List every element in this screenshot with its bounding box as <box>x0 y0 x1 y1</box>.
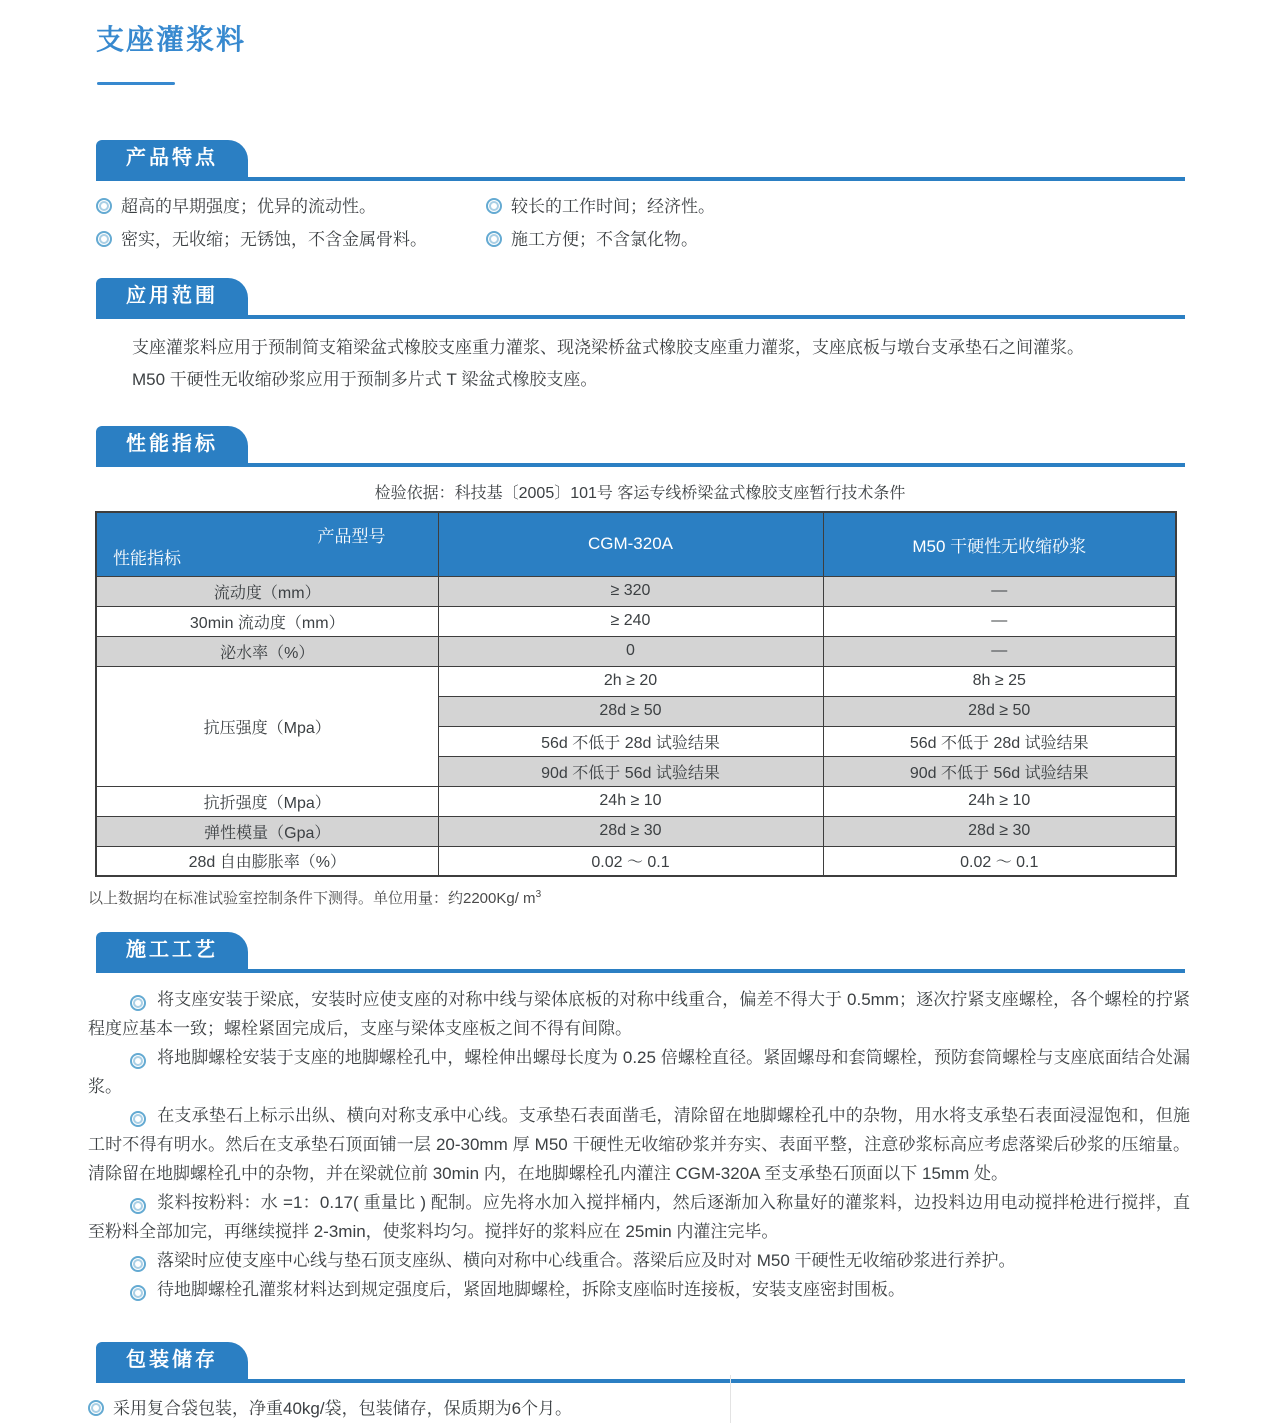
section-features <box>0 140 1280 252</box>
table-value-cell: 0.02 ～ 0.1 <box>438 846 823 876</box>
table-row <box>96 846 1176 876</box>
section-construction <box>0 932 1280 1304</box>
table-value-cell: 28d ≥ 50 <box>823 696 1176 726</box>
performance-table <box>95 511 1177 877</box>
ring-bullet-icon <box>130 1285 146 1301</box>
section-tab-features: 产品特点 <box>96 140 248 177</box>
section-tab-packaging: 包装储存 <box>96 1342 248 1379</box>
application-paragraph: 支座灌浆料应用于预制简支箱梁盆式橡胶支座重力灌浆、现浇梁桥盆式橡胶支座重力灌浆，支座底板与墩台支承垫石之间灌浆。 <box>132 338 1084 357</box>
table-footnote <box>88 887 1185 908</box>
column-header-cgm320a: CGM-320A <box>438 512 823 576</box>
metric-label-cell: 弹性模量（Gpa） <box>96 816 438 846</box>
table-value-cell: 0 <box>438 636 823 666</box>
table-value-cell: — <box>823 576 1176 606</box>
table-value-cell: ≥ 240 <box>438 606 823 636</box>
features-list <box>96 195 1185 252</box>
table-row <box>96 606 1176 636</box>
ring-bullet-icon <box>486 198 502 214</box>
table-value-cell: 28d ≥ 30 <box>438 816 823 846</box>
packaging-list <box>88 1396 1185 1422</box>
construction-step-text: 浆料按粉料：水 =1：0.17( 重量比 ) 配制。应先将水加入搅拌桶内，然后逐渐加入称量好的灌浆料，边投料边用电动搅拌枪进行搅拌，直至粉料全部加完，再继续搅拌 2-3min，使浆料均匀。搅拌好的浆料应在 25min 内灌注完毕。 <box>88 1193 1190 1241</box>
feature-text: 较长的工作时间；经济性。 <box>511 197 715 216</box>
ring-bullet-icon <box>130 1256 146 1272</box>
metric-label-cell: 流动度（mm） <box>96 576 438 606</box>
table-corner-cell <box>96 512 438 576</box>
document-page <box>0 18 1280 1422</box>
table-value-cell: 2h ≥ 20 <box>438 666 823 696</box>
ring-bullet-icon <box>96 198 112 214</box>
feature-item <box>486 195 1185 219</box>
table-value-cell: 56d 不低于 28d 试验结果 <box>823 726 1176 756</box>
construction-step-text: 将支座安装于梁底，安装时应使支座的对称中线与梁体底板的对称中线重合，偏差不得大于 0.5mm；逐次拧紧支座螺栓，各个螺栓的拧紧程度应基本一致；螺栓紧固完成后，支座与梁体支座板之间不得有间隙。 <box>88 990 1190 1038</box>
ring-bullet-icon <box>130 995 146 1011</box>
section-header-application <box>96 278 1185 319</box>
ring-bullet-icon <box>96 231 112 247</box>
section-header-features <box>96 140 1185 181</box>
table-row <box>96 786 1176 816</box>
construction-step-text: 在支承垫石上标示出纵、横向对称支承中心线。支承垫石表面凿毛，清除留在地脚螺栓孔中的杂物，用水将支承垫石表面浸湿饱和，但施工时不得有明水。然后在支承垫石顶面铺一层 20-30mm 厚 M50 干硬性无收缩砂浆并夯实、表面平整，注意砂浆标高应考虑落梁后砂浆的压缩量。清除留在地脚螺栓孔中的杂物，并在梁就位前 30min 内，在地脚螺栓孔内灌注 CGM-320A 至支承垫石顶面以下 15mm 处。 <box>88 1106 1190 1183</box>
feature-item <box>486 228 1185 252</box>
title-underline <box>97 82 175 85</box>
table-row <box>96 636 1176 666</box>
metric-label-cell: 抗压强度（Mpa） <box>96 666 438 786</box>
corner-label-product-model: 产品型号 <box>317 527 386 546</box>
packaging-item <box>88 1396 1185 1422</box>
feature-item <box>96 228 486 252</box>
table-row <box>96 666 1176 696</box>
section-header-performance <box>96 426 1185 467</box>
table-value-cell: 24h ≥ 10 <box>823 786 1176 816</box>
construction-step-text: 待地脚螺栓孔灌浆材料达到规定强度后，紧固地脚螺栓，拆除支座临时连接板，安装支座密封围板。 <box>157 1280 905 1299</box>
footnote-text: 以上数据均在标准试验室控制条件下测得。单位用量：约2200Kg/ m <box>88 890 536 907</box>
feature-text: 超高的早期强度；优异的流动性。 <box>121 197 376 216</box>
construction-step-text: 落梁时应使支座中心线与垫石顶支座纵、横向对称中心线重合。落梁后应及时对 M50 干硬性无收缩砂浆进行养护。 <box>157 1251 1016 1270</box>
table-row <box>96 816 1176 846</box>
construction-step-text: 将地脚螺栓安装于支座的地脚螺栓孔中，螺栓伸出螺母长度为 0.25 倍螺栓直径。紧固螺母和套筒螺栓，预防套筒螺栓与支座底面结合处漏浆。 <box>88 1048 1190 1096</box>
table-value-cell: ≥ 320 <box>438 576 823 606</box>
ring-bullet-icon <box>130 1111 146 1127</box>
construction-step <box>88 1275 1190 1304</box>
feature-text: 密实，无收缩；无锈蚀，不含金属骨料。 <box>121 230 427 249</box>
table-value-cell: 28d ≥ 50 <box>438 696 823 726</box>
packaging-text: 采用复合袋包装，净重40kg/袋，包装储存，保质期为6个月。 <box>113 1399 573 1418</box>
section-application <box>0 278 1280 396</box>
table-value-cell: — <box>823 606 1176 636</box>
section-tab-construction: 施工工艺 <box>96 932 248 969</box>
construction-step <box>88 1101 1190 1188</box>
table-value-cell: 0.02 ～ 0.1 <box>823 846 1176 876</box>
construction-step <box>88 985 1190 1043</box>
construction-step <box>88 1188 1190 1246</box>
section-header-packaging <box>96 1342 1185 1383</box>
ring-bullet-icon <box>130 1053 146 1069</box>
construction-step <box>88 1043 1190 1101</box>
table-value-cell: 28d ≥ 30 <box>823 816 1176 846</box>
feature-text: 施工方便；不含氯化物。 <box>511 230 698 249</box>
section-tab-application: 应用范围 <box>96 278 248 315</box>
inspection-basis: 检验依据：科技基〔2005〕101号 客运专线桥梁盆式橡胶支座暂行技术条件 <box>374 485 906 502</box>
table-value-cell: 90d 不低于 56d 试验结果 <box>823 756 1176 786</box>
page-title: 支座灌浆料 <box>96 24 247 55</box>
ring-bullet-icon <box>88 1400 104 1416</box>
ring-bullet-icon <box>486 231 502 247</box>
metric-label-cell: 28d 自由膨胀率（%） <box>96 846 438 876</box>
section-header-construction <box>96 932 1185 973</box>
table-value-cell: 90d 不低于 56d 试验结果 <box>438 756 823 786</box>
feature-item <box>96 195 486 219</box>
construction-steps <box>88 985 1190 1304</box>
application-paragraph: M50 干硬性无收缩砂浆应用于预制多片式 T 梁盆式橡胶支座。 <box>132 370 598 389</box>
table-value-cell: 8h ≥ 25 <box>823 666 1176 696</box>
corner-label-metric: 性能指标 <box>113 548 181 568</box>
construction-step <box>88 1246 1190 1275</box>
section-performance <box>0 426 1280 908</box>
ring-bullet-icon <box>130 1198 146 1214</box>
scan-artifact-line <box>730 1375 731 1423</box>
application-paragraphs <box>132 332 1185 396</box>
column-header-m50: M50 干硬性无收缩砂浆 <box>823 512 1176 576</box>
table-header-row <box>96 512 1176 576</box>
metric-label-cell: 30min 流动度（mm） <box>96 606 438 636</box>
metric-label-cell: 泌水率（%） <box>96 636 438 666</box>
metric-label-cell: 抗折强度（Mpa） <box>96 786 438 816</box>
footnote-superscript: 3 <box>535 889 542 900</box>
section-packaging <box>0 1342 1280 1422</box>
section-tab-performance: 性能指标 <box>96 426 248 463</box>
table-value-cell: 24h ≥ 10 <box>438 786 823 816</box>
table-value-cell: — <box>823 636 1176 666</box>
table-row <box>96 576 1176 606</box>
table-value-cell: 56d 不低于 28d 试验结果 <box>438 726 823 756</box>
